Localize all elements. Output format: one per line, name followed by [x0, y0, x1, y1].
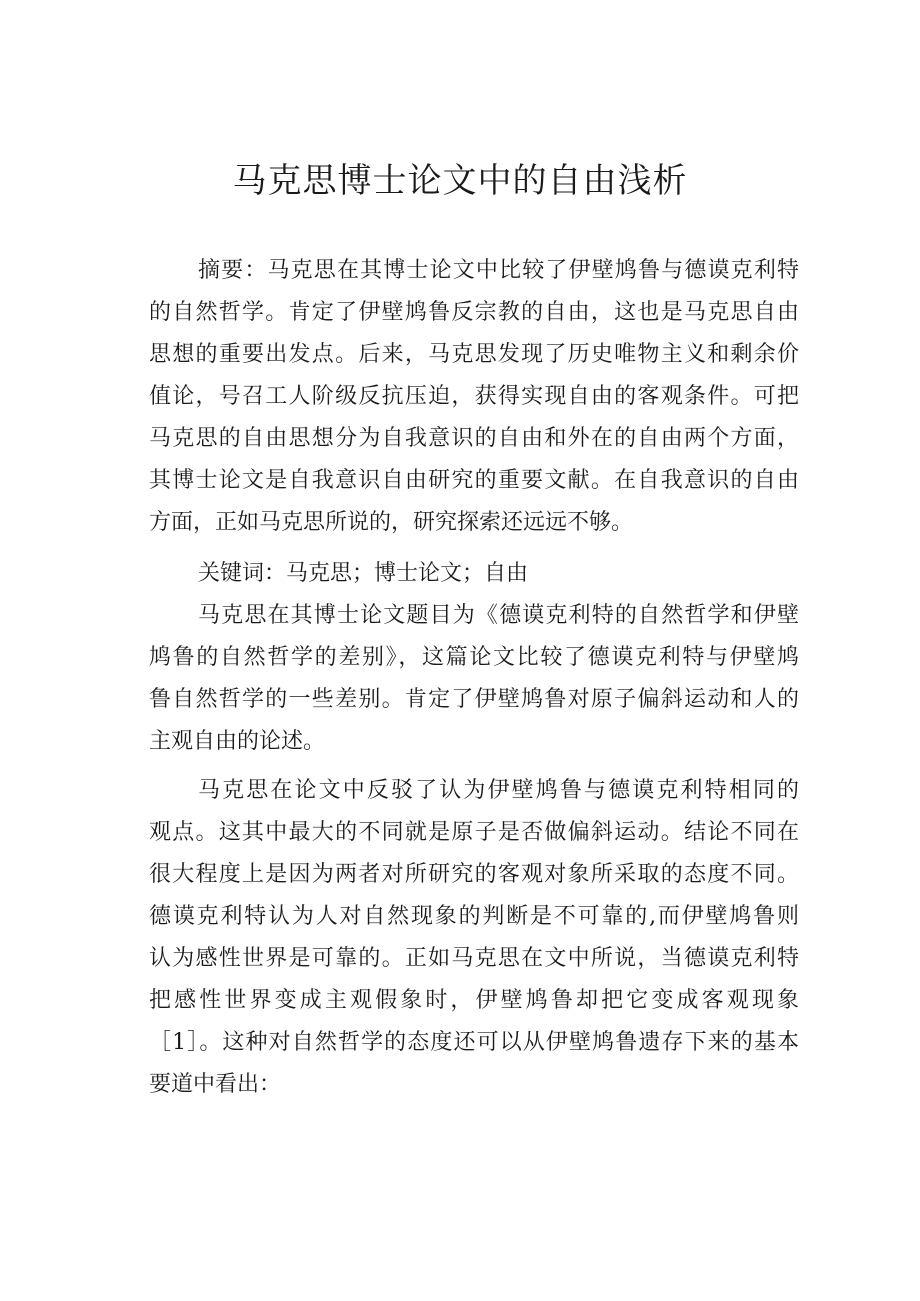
abstract-line: 马克思的自由思想分为自我意识的自由和外在的自由两个方面，: [149, 426, 799, 451]
paragraph-line: 观点。这其中最大的不同就是原子是否做偏斜运动。结论不同在: [149, 820, 799, 845]
abstract-line: 方面，正如马克思所说的，研究探索还远远不够。: [149, 510, 634, 535]
abstract-line: 思想的重要出发点。后来，马克思发现了历史唯物主义和剩余价: [149, 342, 799, 367]
paragraph-line: 鲁自然哲学的一些差别。肯定了伊壁鸠鲁对原子偏斜运动和人的: [149, 687, 799, 712]
page-title: 马克思博士论文中的自由浅析: [232, 161, 688, 201]
abstract-line: 的自然哲学。肯定了伊壁鸠鲁反宗教的自由，这也是马克思自由: [149, 300, 799, 325]
abstract-line: 值论，号召工人阶级反抗压迫，获得实现自由的客观条件。可把: [149, 384, 799, 409]
paragraph-line: ［1］。这种对自然哲学的态度还可以从伊壁鸠鲁遗存下来的基本: [149, 1030, 799, 1055]
paragraph-line: 主观自由的论述。: [149, 729, 326, 754]
keywords-line: 关键词：马克思；博士论文；自由: [198, 561, 529, 586]
abstract-line: 摘要：马克思在其博士论文中比较了伊壁鸠鲁与德谟克利特: [198, 258, 799, 283]
paragraph-line: 马克思在其博士论文题目为《德谟克利特的自然哲学和伊壁: [198, 603, 799, 628]
paragraph-line: 很大程度上是因为两者对所研究的客观对象所采取的态度不同。: [149, 862, 799, 887]
paragraph-line: 德谟克利特认为人对自然现象的判断是不可靠的,而伊壁鸠鲁则: [149, 904, 799, 929]
paragraph-line: 马克思在论文中反驳了认为伊壁鸠鲁与德谟克利特相同的: [198, 778, 799, 803]
paragraph-line: 鸠鲁的自然哲学的差别》，这篇论文比较了德谟克利特与伊壁鸠: [149, 645, 799, 670]
abstract-line: 其博士论文是自我意识自由研究的重要文献。在自我意识的自由: [149, 468, 799, 493]
paragraph-line: 把感性世界变成主观假象时，伊壁鸠鲁却把它变成客观现象: [149, 988, 799, 1013]
paragraph-line: 要道中看出：: [149, 1072, 282, 1097]
paragraph-line: 认为感性世界是可靠的。正如马克思在文中所说，当德谟克利特: [149, 946, 799, 971]
